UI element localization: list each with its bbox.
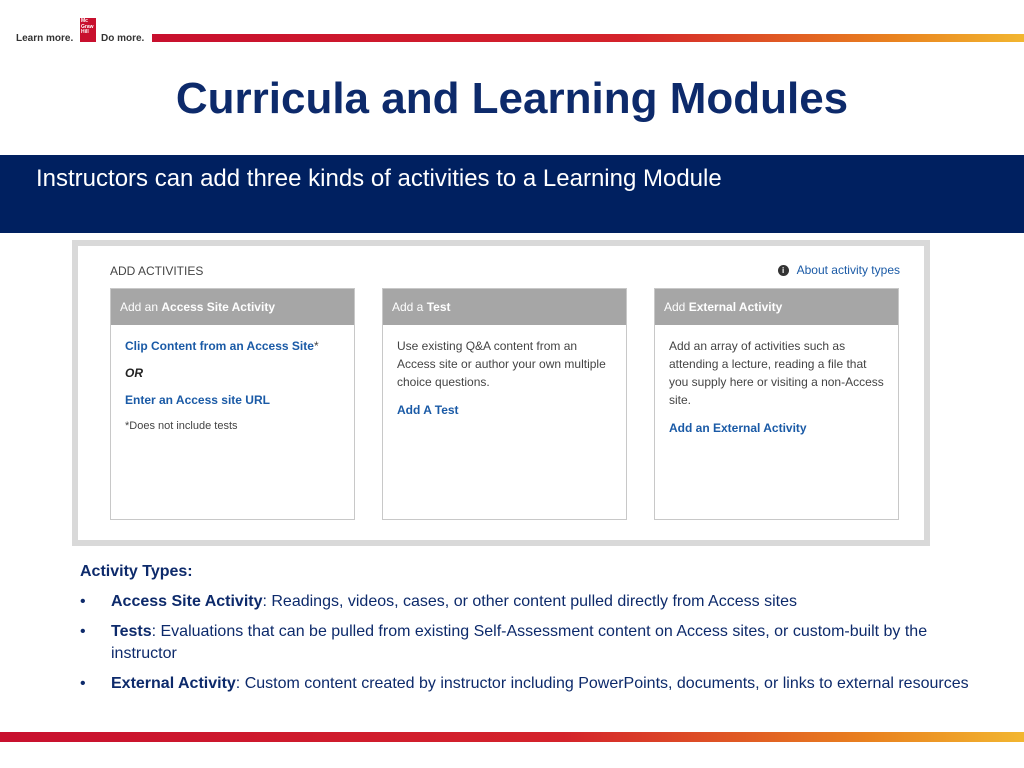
- about-activity-types-link[interactable]: i About activity types: [778, 263, 900, 277]
- top-stripe: [152, 34, 1024, 42]
- list-item: • External Activity: Custom content created by instructor including PowerPoints, documents, or links to external resources: [80, 675, 969, 692]
- list-item: • Tests: Evaluations that can be pulled from existing Self-Assessment content on Access sites, or custom-built by the instructor: [80, 623, 928, 662]
- card-header: Add an Access Site Activity: [111, 289, 354, 325]
- card-test: [382, 288, 627, 520]
- tagline-learn: Learn more.: [16, 33, 74, 44]
- or-label: OR: [125, 366, 143, 380]
- subtitle-banner: [0, 155, 1024, 233]
- types-heading: Activity Types:: [80, 563, 193, 580]
- activity-types-section: [80, 563, 980, 703]
- clip-content-link[interactable]: Clip Content from an Access Site: [125, 339, 314, 353]
- add-external-activity-link[interactable]: Add an External Activity: [669, 421, 807, 435]
- banner-text: Instructors can add three kinds of activities to a Learning Module: [36, 165, 722, 192]
- list-item: • Access Site Activity: Readings, videos, cases, or other content pulled directly from Access sites: [80, 593, 797, 610]
- page-title: Curricula and Learning Modules: [175, 74, 849, 123]
- bottom-stripe: [0, 732, 1024, 742]
- card-header: Add External Activity: [655, 289, 898, 325]
- card-header: Add a Test: [383, 289, 626, 325]
- tagline-do: Do more.: [101, 33, 145, 44]
- card-access-site: Add an Access Site Activity Clip Content from an Access Site* OR Enter an Access site URL *Does not include tests: [110, 288, 355, 520]
- card-description: Add an array of activities such as attending a lecture, reading a file that you supply here or visiting a non-Access site.: [669, 339, 884, 407]
- info-icon: i: [778, 265, 789, 276]
- mcgraw-hill-logo: Mc Graw Hill: [80, 18, 96, 42]
- panel-heading: ADD ACTIVITIES: [110, 264, 204, 278]
- add-test-link[interactable]: Add A Test: [397, 403, 459, 417]
- add-activities-panel: [72, 240, 930, 546]
- tests-note: *Does not include tests: [125, 420, 238, 432]
- enter-url-link[interactable]: Enter an Access site URL: [125, 393, 270, 407]
- card-external: [654, 288, 899, 520]
- card-description: Use existing Q&A content from an Access site or author your own multiple choice questions.: [397, 339, 606, 389]
